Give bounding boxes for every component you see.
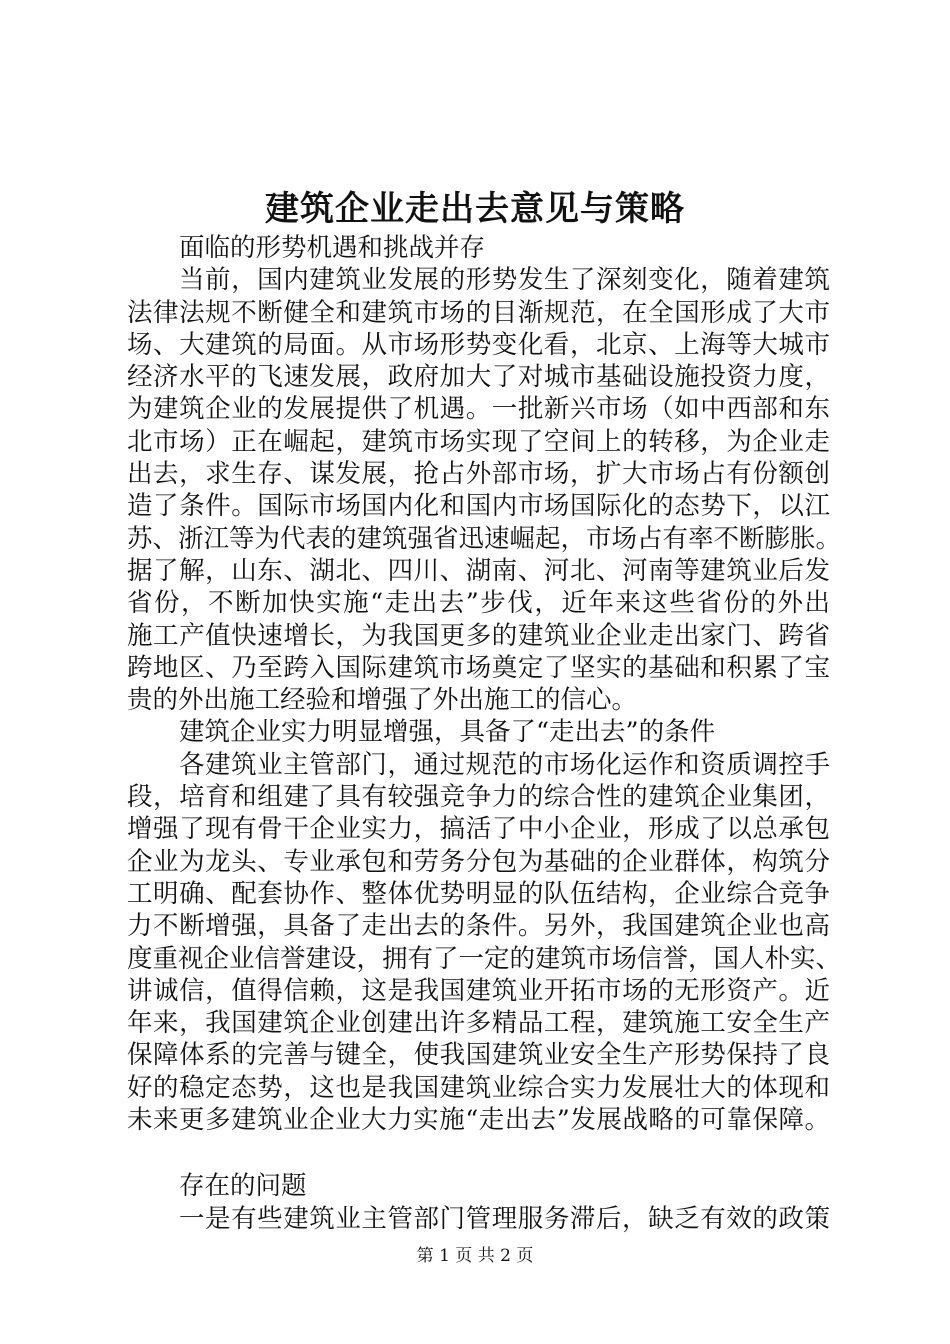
paragraph-line: 省份，不断加快实施“走出去”步伐，近年来这些省份的外出 bbox=[127, 588, 830, 619]
section-heading-opportunities: 面临的形势机遇和挑战并存 bbox=[179, 233, 486, 263]
paragraph-line: 工明确、配套协作、整体优势明显的队伍结构，企业综合竞争 bbox=[127, 878, 830, 909]
paragraph-line: 北市场）正在崛起，建筑市场实现了空间上的转移，为企业走 bbox=[127, 426, 830, 457]
section-heading-problems: 存在的问题 bbox=[179, 1171, 307, 1202]
paragraph-line: 讲诚信，值得信赖，这是我国建筑业开拓市场的无形资产。近 bbox=[127, 975, 830, 1006]
paragraph-line: 跨地区、乃至跨入国际建筑市场奠定了坚实的基础和积累了宝 bbox=[127, 652, 830, 683]
paragraph-line: 据了解，山东、湖北、四川、湖南、河北、河南等建筑业后发 bbox=[127, 555, 830, 586]
paragraph-line: 造了条件。国际市场国内化和国内市场国际化的态势下，以江 bbox=[127, 491, 830, 522]
paragraph-line: 施工产值快速增长，为我国更多的建筑业企业走出家门、跨省 bbox=[127, 620, 830, 651]
paragraph-line: 企业为龙头、专业承包和劳务分包为基础的企业群体，构筑分 bbox=[127, 846, 830, 877]
page-number-footer: 第 1 页 共 2 页 bbox=[416, 1246, 534, 1266]
paragraph-line: 出去，求生存、谋发展，抢占外部市场，扩大市场占有份额创 bbox=[127, 459, 830, 490]
paragraph-line: 当前，国内建筑业发展的形势发生了深刻变化，随着建筑 bbox=[179, 265, 830, 296]
paragraph-line: 为建筑企业的发展提供了机遇。一批新兴市场（如中西部和东 bbox=[127, 394, 830, 425]
paragraph-line: 段，培育和组建了具有较强竞争力的综合性的建筑企业集团， bbox=[127, 782, 830, 813]
paragraph-line: 年来，我国建筑企业创建出许多精品工程，建筑施工安全生产 bbox=[127, 1008, 830, 1039]
paragraph-line: 法律法规不断健全和建筑市场的目渐规范，在全国形成了大市 bbox=[127, 297, 830, 328]
paragraph-line: 各建筑业主管部门，通过规范的市场化运作和资质调控手 bbox=[179, 749, 830, 780]
paragraph-line: 增强了现有骨干企业实力，搞活了中小企业，形成了以总承包 bbox=[127, 814, 830, 845]
paragraph-line: 度重视企业信誉建设，拥有了一定的建筑市场信誉，国人朴实、 bbox=[127, 943, 842, 974]
paragraph-line: 一是有些建筑业主管部门管理服务滞后，缺乏有效的政策 bbox=[179, 1203, 830, 1234]
paragraph-line: 好的稳定态势，这也是我国建筑业综合实力发展壮大的体现和 bbox=[127, 1072, 830, 1103]
paragraph-line: 苏、浙江等为代表的建筑强省迅速崛起，市场占有率不断膨胀。 bbox=[127, 523, 842, 554]
paragraph-line: 力不断增强，具备了走出去的条件。另外，我国建筑企业也高 bbox=[127, 911, 830, 942]
paragraph-gap bbox=[127, 1136, 830, 1170]
section-heading-strength: 建筑企业实力明显增强，具备了“走出去”的条件 bbox=[179, 717, 716, 748]
paragraph-line: 保障体系的完善与键全，使我国建筑业安全生产形势保持了良 bbox=[127, 1040, 830, 1071]
document-title: 建筑企业走出去意见与策略 bbox=[265, 189, 685, 229]
paragraph-line: 经济水平的飞速发展，政府加大了对城市基础设施投资力度， bbox=[127, 362, 830, 393]
paragraph-line: 场、大建筑的局面。从市场形势变化看，北京、上海等大城市 bbox=[127, 329, 830, 360]
paragraph-line: 未来更多建筑业企业大力实施“走出去”发展战略的可靠保障。 bbox=[127, 1105, 830, 1136]
document-body bbox=[127, 232, 842, 1235]
paragraph-line: 贵的外出施工经验和增强了外出施工的信心。 bbox=[127, 685, 638, 716]
